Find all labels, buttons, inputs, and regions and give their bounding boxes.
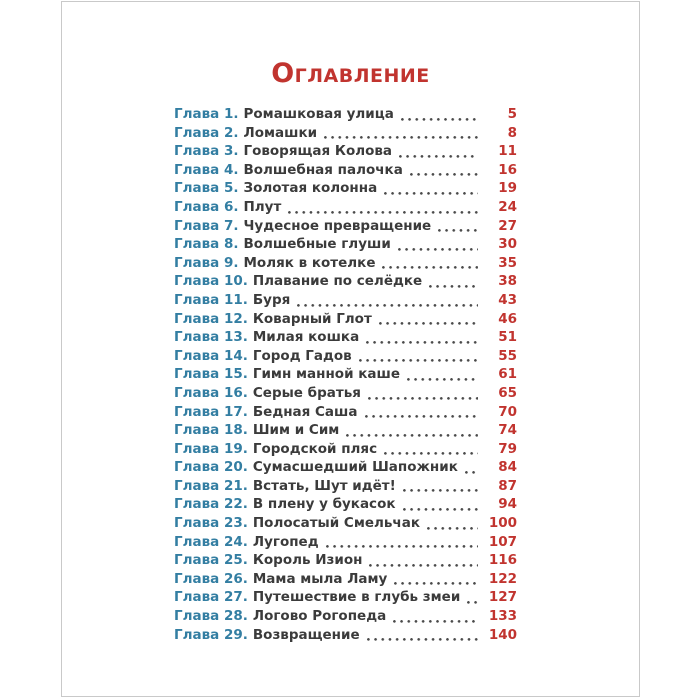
chapter-label: Глава 2. [174,124,239,141]
chapter-label: Глава 9. [174,254,239,271]
chapter-label: Глава 7. [174,217,239,234]
page-number: 116 [488,552,517,569]
page-number: 55 [498,347,517,364]
chapter-title: Город Гадов [252,347,352,364]
dot-leader [379,321,478,325]
chapter-title: Говорящая Колова [243,143,393,160]
toc-row [174,626,517,645]
page-number: 51 [498,329,517,346]
page-number: 100 [488,515,517,532]
chapter-title: Чудесное превращение [243,217,432,234]
page-number: 133 [488,608,517,625]
chapter-title: Милая кошка [252,329,360,346]
dot-leader [465,470,478,474]
dot-leader [401,117,478,121]
dot-leader [394,581,478,585]
chapter-label: Глава 17. [174,403,248,420]
chapter-label: Глава 4. [174,161,239,178]
dot-leader [467,600,478,604]
dot-leader [384,191,478,195]
toc-row [174,477,517,496]
dot-leader [324,135,478,139]
page-number: 61 [498,366,517,383]
chapter-label: Глава 13. [174,329,248,346]
dot-leader [367,637,478,641]
toc-row [174,384,517,403]
chapter-label: Глава 18. [174,422,248,439]
toc-row [174,235,517,254]
toc-row [174,142,517,161]
chapter-label: Глава 24. [174,533,248,550]
chapter-label: Глава 14. [174,347,248,364]
chapter-title: Ломашки [243,124,318,141]
dot-leader [403,488,478,492]
chapter-title: Серые братья [252,384,361,401]
toc-row [174,328,517,347]
page-title: Оглавление [271,58,430,89]
dot-leader [346,433,478,437]
chapter-title: В плену у букасок [252,496,396,513]
chapter-title: Встать, Шут идёт! [252,477,396,494]
chapter-title: Буря [252,291,291,308]
chapter-label: Глава 27. [174,589,248,606]
toc-row [174,179,517,198]
page-number: 27 [498,217,517,234]
page-number: 70 [498,403,517,420]
page-number: 11 [498,143,517,160]
toc-row [174,458,517,477]
chapter-label: Глава 6. [174,198,239,215]
dot-leader [438,228,478,232]
chapter-title: Коварный Глот [252,310,372,327]
toc-row [174,570,517,589]
chapter-label: Глава 3. [174,143,239,160]
dot-leader [382,265,478,269]
chapter-label: Глава 25. [174,552,248,569]
toc-row [174,365,517,384]
chapter-title: Гимн манной каше [252,366,400,383]
chapter-title: Моляк в котелке [243,254,376,271]
page-number: 127 [488,589,517,606]
chapter-title: Плут [243,198,282,215]
chapter-title: Лугопед [252,533,319,550]
page-number: 84 [498,459,517,476]
toc-row [174,533,517,552]
page-number: 24 [498,198,517,215]
page-number: 140 [488,626,517,643]
chapter-label: Глава 29. [174,626,248,643]
chapter-title: Сумасшедший Шапожник [252,459,458,476]
chapter-title: Золотая колонна [243,180,378,197]
toc-row [174,421,517,440]
toc-row [174,495,517,514]
dot-leader [365,414,479,418]
page-number: 5 [507,106,517,122]
chapter-label: Глава 16. [174,384,248,401]
toc-row [174,551,517,570]
page-card [61,1,640,697]
chapter-title: Возвращение [252,626,360,643]
page-number: 122 [488,570,517,587]
chapter-title: Мама мыла Ламу [252,570,388,587]
dot-leader [368,396,478,400]
chapter-label: Глава 15. [174,366,248,383]
page-number: 30 [498,236,517,253]
page-number: 107 [488,533,517,550]
page-number: 79 [498,440,517,457]
page-number: 38 [498,273,517,290]
toc-row [174,607,517,626]
page-number: 65 [498,384,517,401]
toc-row [174,254,517,273]
chapter-title: Городской пляс [252,440,378,457]
chapter-title: Полосатый Смельчак [252,515,420,532]
page-number: 43 [498,291,517,308]
dot-leader [403,507,478,511]
chapter-label: Глава 5. [174,180,239,197]
chapter-title: Волшебные глуши [243,236,391,253]
chapter-label: Глава 23. [174,515,248,532]
page-number: 74 [498,422,517,439]
chapter-title: Король Изион [252,552,363,569]
toc-row [174,588,517,607]
dot-leader [369,563,478,567]
dot-leader [407,377,478,381]
chapter-label: Глава 10. [174,273,248,290]
dot-leader [326,544,478,548]
chapter-title: Ромашковая улица [243,106,394,122]
chapter-label: Глава 21. [174,477,248,494]
dot-leader [429,284,478,288]
chapter-label: Глава 19. [174,440,248,457]
toc-row [174,272,517,291]
dot-leader [393,619,478,623]
dot-leader [427,526,478,530]
dot-leader [410,172,478,176]
toc-row [174,291,517,310]
chapter-title: Волшебная палочка [243,161,403,178]
dot-leader [366,340,478,344]
page-number: 87 [498,477,517,494]
chapter-title: Шим и Сим [252,422,340,439]
dot-leader [384,451,478,455]
toc-row [174,440,517,459]
page-number: 35 [498,254,517,271]
dot-leader [288,210,478,214]
dot-leader [399,154,478,158]
chapter-label: Глава 1. [174,106,239,122]
chapter-label: Глава 8. [174,236,239,253]
page-number: 8 [507,124,517,141]
chapter-label: Глава 12. [174,310,248,327]
toc-row [174,217,517,236]
dot-leader [297,303,478,307]
chapter-title: Бедная Саша [252,403,358,420]
chapter-title: Плавание по селёдке [252,273,423,290]
toc-row [174,347,517,366]
chapter-label: Глава 22. [174,496,248,513]
page-number: 19 [498,180,517,197]
chapter-label: Глава 28. [174,608,248,625]
toc-row [174,403,517,422]
toc-row [174,198,517,217]
chapter-title: Логово Рогопеда [252,608,387,625]
toc-row [174,124,517,143]
page-number: 46 [498,310,517,327]
toc-row [174,310,517,329]
chapter-label: Глава 20. [174,459,248,476]
toc-row [174,105,517,124]
toc-row [174,161,517,180]
dot-leader [359,358,478,362]
toc-row [174,514,517,533]
page-number: 16 [498,161,517,178]
dot-leader [398,247,478,251]
chapter-label: Глава 26. [174,570,248,587]
chapter-title: Путешествие в глубь змеи [252,589,461,606]
chapter-label: Глава 11. [174,291,248,308]
page-number: 94 [498,496,517,513]
toc-list [174,105,517,644]
